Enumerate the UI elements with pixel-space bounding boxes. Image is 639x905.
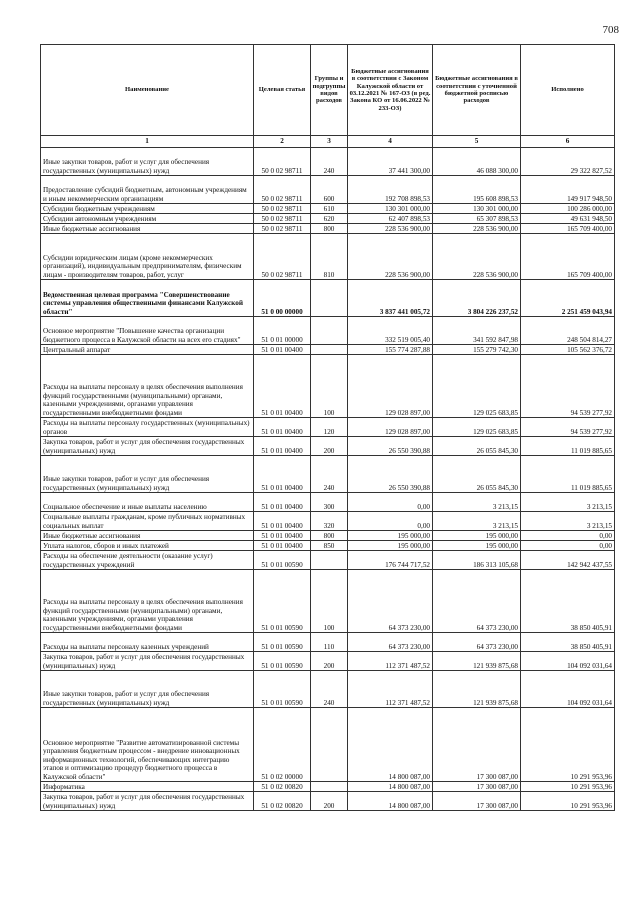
row-expense-group-cell: 620	[311, 214, 348, 224]
row-name-cell: Социальные выплаты гражданам, кроме публичных нормативных социальных выплат	[41, 512, 254, 531]
row-law-allocation-cell: 14 800 087,00	[348, 782, 433, 792]
row-refined-allocation-cell: 26 055 845,30	[433, 437, 521, 456]
row-name-cell: Расходы на выплаты персоналу в целях обеспечения выполнения функций государственными (муниципальными) органами, казенными учреждениями, органами управления государственными внебюджетными фондами	[41, 570, 254, 633]
row-target-article-cell: 51 0 01 00400	[254, 418, 311, 437]
row-refined-allocation-cell: 228 536 900,00	[433, 234, 521, 280]
row-refined-allocation-cell: 186 313 105,68	[433, 551, 521, 570]
column-number: 3	[311, 136, 348, 148]
row-law-allocation-cell: 192 708 898,53	[348, 176, 433, 204]
row-name-cell: Субсидии бюджетным учреждениям	[41, 204, 254, 214]
table-row	[41, 551, 615, 570]
row-executed-cell: 49 631 948,50	[521, 214, 615, 224]
row-law-allocation-cell: 130 301 000,00	[348, 204, 433, 214]
row-name-cell: Социальное обеспечение и иные выплаты населению	[41, 493, 254, 512]
row-expense-group-cell: 240	[311, 148, 348, 176]
row-executed-cell: 105 562 376,72	[521, 345, 615, 355]
row-target-article-cell: 51 0 01 00590	[254, 570, 311, 633]
row-refined-allocation-cell: 3 213,15	[433, 512, 521, 531]
row-target-article-cell: 51 0 01 00590	[254, 633, 311, 652]
row-executed-cell: 10 291 953,96	[521, 708, 615, 782]
row-refined-allocation-cell: 228 536 900,00	[433, 224, 521, 234]
table-row	[41, 176, 615, 204]
row-law-allocation-cell: 26 550 390,88	[348, 437, 433, 456]
row-executed-cell: 94 539 277,92	[521, 418, 615, 437]
header-expense-groups: Группы и подгруппы видов расходов	[311, 45, 348, 136]
column-number: 4	[348, 136, 433, 148]
header-name: Наименование	[41, 45, 254, 136]
row-refined-allocation-cell: 64 373 230,00	[433, 570, 521, 633]
row-name-cell: Основное мероприятие "Развитие автоматизированной системы управления бюджетным процессом - внедрение инновационных информационных технологий, обеспечивающих интеграцию этапов и оптимизацию процедур бюджетного процесса в Калужской области"	[41, 708, 254, 782]
row-refined-allocation-cell: 3 804 226 237,52	[433, 280, 521, 317]
row-target-article-cell: 50 0 02 98711	[254, 148, 311, 176]
row-expense-group-cell: 120	[311, 418, 348, 437]
column-number: 6	[521, 136, 615, 148]
row-target-article-cell: 50 0 02 98711	[254, 234, 311, 280]
table-row	[41, 531, 615, 541]
row-law-allocation-cell: 155 774 287,88	[348, 345, 433, 355]
table-row	[41, 671, 615, 708]
table-row	[41, 782, 615, 792]
row-name-cell: Иные закупки товаров, работ и услуг для обеспечения государственных (муниципальных) нужд	[41, 456, 254, 493]
row-executed-cell: 104 092 031,64	[521, 671, 615, 708]
table-row	[41, 355, 615, 418]
row-executed-cell: 0,00	[521, 541, 615, 551]
row-expense-group-cell	[311, 551, 348, 570]
row-name-cell: Уплата налогов, сборов и иных платежей	[41, 541, 254, 551]
row-executed-cell: 165 709 400,00	[521, 224, 615, 234]
row-target-article-cell: 51 0 01 00590	[254, 652, 311, 671]
row-expense-group-cell	[311, 345, 348, 355]
row-law-allocation-cell: 3 837 441 005,72	[348, 280, 433, 317]
row-name-cell: Расходы на обеспечение деятельности (оказание услуг) государственных учреждений	[41, 551, 254, 570]
row-expense-group-cell	[311, 280, 348, 317]
table-row	[41, 148, 615, 176]
row-name-cell: Ведомственная целевая программа "Совершенствование системы управления общественными финансами Калужской области"	[41, 280, 254, 317]
row-target-article-cell: 51 0 01 00000	[254, 317, 311, 345]
header-refined-allocations: Бюджетные ассигнования в соответствии с уточненной бюджетной росписью расходов	[433, 45, 521, 136]
row-target-article-cell: 51 0 01 00400	[254, 437, 311, 456]
budget-table	[40, 44, 615, 811]
row-refined-allocation-cell: 129 025 683,85	[433, 418, 521, 437]
row-expense-group-cell: 300	[311, 493, 348, 512]
row-law-allocation-cell: 176 744 717,52	[348, 551, 433, 570]
header-executed: Исполнено	[521, 45, 615, 136]
row-target-article-cell: 51 0 02 00820	[254, 782, 311, 792]
row-executed-cell: 94 539 277,92	[521, 355, 615, 418]
row-target-article-cell: 50 0 02 98711	[254, 176, 311, 204]
row-refined-allocation-cell: 46 088 300,00	[433, 148, 521, 176]
table-row	[41, 652, 615, 671]
row-expense-group-cell: 800	[311, 531, 348, 541]
row-law-allocation-cell: 112 371 487,52	[348, 652, 433, 671]
row-refined-allocation-cell: 121 939 875,68	[433, 652, 521, 671]
row-target-article-cell: 51 0 02 00820	[254, 792, 311, 811]
row-executed-cell: 2 251 459 043,94	[521, 280, 615, 317]
row-expense-group-cell: 810	[311, 234, 348, 280]
row-refined-allocation-cell: 65 307 898,53	[433, 214, 521, 224]
row-target-article-cell: 50 0 02 98711	[254, 204, 311, 214]
row-expense-group-cell: 100	[311, 355, 348, 418]
row-executed-cell: 29 322 827,52	[521, 148, 615, 176]
table-row	[41, 708, 615, 782]
row-executed-cell: 149 917 948,50	[521, 176, 615, 204]
header-target-article: Целевая статья	[254, 45, 311, 136]
row-refined-allocation-cell: 155 279 742,30	[433, 345, 521, 355]
row-law-allocation-cell: 0,00	[348, 493, 433, 512]
column-number: 5	[433, 136, 521, 148]
row-expense-group-cell: 800	[311, 224, 348, 234]
row-expense-group-cell	[311, 317, 348, 345]
row-refined-allocation-cell: 129 025 683,85	[433, 355, 521, 418]
column-number: 1	[41, 136, 254, 148]
row-name-cell: Субсидии автономным учреждениям	[41, 214, 254, 224]
table-row	[41, 418, 615, 437]
row-name-cell: Иные бюджетные ассигнования	[41, 531, 254, 541]
row-law-allocation-cell: 228 536 900,00	[348, 234, 433, 280]
row-expense-group-cell: 100	[311, 570, 348, 633]
row-name-cell: Информатика	[41, 782, 254, 792]
column-number-row	[41, 136, 615, 148]
row-expense-group-cell	[311, 708, 348, 782]
row-refined-allocation-cell: 341 592 847,98	[433, 317, 521, 345]
row-refined-allocation-cell: 17 300 087,00	[433, 782, 521, 792]
row-name-cell: Иные закупки товаров, работ и услуг для обеспечения государственных (муниципальных) нужд	[41, 671, 254, 708]
row-law-allocation-cell: 14 800 087,00	[348, 792, 433, 811]
table-row	[41, 345, 615, 355]
table-row	[41, 437, 615, 456]
row-expense-group-cell: 110	[311, 633, 348, 652]
row-expense-group-cell: 600	[311, 176, 348, 204]
row-executed-cell: 248 504 814,27	[521, 317, 615, 345]
header-law-allocations: Бюджетные ассигнования в соответствии с Законом Калужской области от 03.12.2021 № 167-ОЗ (в ред. Закона КО от 16.06.2022 № 233-ОЗ)	[348, 45, 433, 136]
table-row	[41, 224, 615, 234]
row-law-allocation-cell: 129 028 897,00	[348, 418, 433, 437]
row-executed-cell: 104 092 031,64	[521, 652, 615, 671]
row-name-cell: Закупка товаров, работ и услуг для обеспечения государственных (муниципальных) нужд	[41, 437, 254, 456]
row-law-allocation-cell: 228 536 900,00	[348, 224, 433, 234]
row-executed-cell: 3 213,15	[521, 512, 615, 531]
row-executed-cell: 10 291 953,96	[521, 782, 615, 792]
page-number: 708	[602, 24, 619, 36]
row-expense-group-cell	[311, 782, 348, 792]
row-law-allocation-cell: 129 028 897,00	[348, 355, 433, 418]
row-target-article-cell: 51 0 01 00400	[254, 345, 311, 355]
row-refined-allocation-cell: 130 301 000,00	[433, 204, 521, 214]
row-name-cell: Расходы на выплаты персоналу казенных учреждений	[41, 633, 254, 652]
row-executed-cell: 0,00	[521, 531, 615, 541]
row-law-allocation-cell: 112 371 487,52	[348, 671, 433, 708]
row-name-cell: Предоставление субсидий бюджетным, автономным учреждениям и иным некоммерческим организациям	[41, 176, 254, 204]
row-expense-group-cell: 850	[311, 541, 348, 551]
table-row	[41, 214, 615, 224]
row-refined-allocation-cell: 17 300 087,00	[433, 708, 521, 782]
row-expense-group-cell: 320	[311, 512, 348, 531]
row-executed-cell: 38 850 405,91	[521, 570, 615, 633]
row-law-allocation-cell: 195 000,00	[348, 541, 433, 551]
row-refined-allocation-cell: 195 000,00	[433, 531, 521, 541]
table-row	[41, 234, 615, 280]
row-target-article-cell: 51 0 02 00000	[254, 708, 311, 782]
row-executed-cell: 142 942 437,55	[521, 551, 615, 570]
row-name-cell: Основное мероприятие "Повышение качества организации бюджетного процесса в Калужской области на всех его стадиях"	[41, 317, 254, 345]
row-refined-allocation-cell: 26 055 845,30	[433, 456, 521, 493]
row-executed-cell: 10 291 953,96	[521, 792, 615, 811]
table-row	[41, 512, 615, 531]
row-expense-group-cell: 240	[311, 671, 348, 708]
table-row	[41, 493, 615, 512]
row-law-allocation-cell: 64 373 230,00	[348, 633, 433, 652]
row-executed-cell: 38 850 405,91	[521, 633, 615, 652]
row-name-cell: Иные закупки товаров, работ и услуг для обеспечения государственных (муниципальных) нужд	[41, 148, 254, 176]
row-law-allocation-cell: 0,00	[348, 512, 433, 531]
row-executed-cell: 11 019 885,65	[521, 437, 615, 456]
row-target-article-cell: 51 0 01 00400	[254, 531, 311, 541]
row-target-article-cell: 51 0 01 00400	[254, 355, 311, 418]
table-row	[41, 280, 615, 317]
row-name-cell: Расходы на выплаты персоналу государственных (муниципальных) органов	[41, 418, 254, 437]
row-law-allocation-cell: 64 373 230,00	[348, 570, 433, 633]
row-name-cell: Закупка товаров, работ и услуг для обеспечения государственных (муниципальных) нужд	[41, 652, 254, 671]
row-refined-allocation-cell: 195 000,00	[433, 541, 521, 551]
row-target-article-cell: 50 0 02 98711	[254, 224, 311, 234]
row-name-cell: Центральный аппарат	[41, 345, 254, 355]
table-row	[41, 633, 615, 652]
row-name-cell: Иные бюджетные ассигнования	[41, 224, 254, 234]
row-target-article-cell: 51 0 01 00400	[254, 493, 311, 512]
row-law-allocation-cell: 37 441 300,00	[348, 148, 433, 176]
row-refined-allocation-cell: 3 213,15	[433, 493, 521, 512]
header-row	[41, 45, 615, 136]
table-row	[41, 570, 615, 633]
row-law-allocation-cell: 62 407 898,53	[348, 214, 433, 224]
table-row	[41, 204, 615, 214]
table-row	[41, 456, 615, 493]
row-target-article-cell: 51 0 01 00590	[254, 671, 311, 708]
row-law-allocation-cell: 26 550 390,88	[348, 456, 433, 493]
row-target-article-cell: 51 0 01 00400	[254, 541, 311, 551]
row-law-allocation-cell: 195 000,00	[348, 531, 433, 541]
row-expense-group-cell: 200	[311, 437, 348, 456]
row-expense-group-cell: 200	[311, 652, 348, 671]
row-executed-cell: 165 709 400,00	[521, 234, 615, 280]
table-row	[41, 541, 615, 551]
row-expense-group-cell: 240	[311, 456, 348, 493]
row-executed-cell: 100 286 000,00	[521, 204, 615, 214]
row-expense-group-cell: 610	[311, 204, 348, 214]
row-name-cell: Субсидии юридическим лицам (кроме некоммерческих организаций), индивидуальным предпринимателям, физическим лицам - производителям товаров, работ, услуг	[41, 234, 254, 280]
table-row	[41, 792, 615, 811]
row-refined-allocation-cell: 64 373 230,00	[433, 633, 521, 652]
row-name-cell: Закупка товаров, работ и услуг для обеспечения государственных (муниципальных) нужд	[41, 792, 254, 811]
row-law-allocation-cell: 14 800 087,00	[348, 708, 433, 782]
row-target-article-cell: 51 0 01 00400	[254, 512, 311, 531]
row-target-article-cell: 50 0 02 98711	[254, 214, 311, 224]
row-expense-group-cell: 200	[311, 792, 348, 811]
row-refined-allocation-cell: 121 939 875,68	[433, 671, 521, 708]
row-executed-cell: 11 019 885,65	[521, 456, 615, 493]
row-target-article-cell: 51 0 01 00400	[254, 456, 311, 493]
table-row	[41, 317, 615, 345]
row-name-cell: Расходы на выплаты персоналу в целях обеспечения выполнения функций государственными (муниципальными) органами, казенными учреждениями, органами управления государственными внебюджетными фондами	[41, 355, 254, 418]
column-number: 2	[254, 136, 311, 148]
row-executed-cell: 3 213,15	[521, 493, 615, 512]
row-law-allocation-cell: 332 519 005,40	[348, 317, 433, 345]
row-target-article-cell: 51 0 01 00590	[254, 551, 311, 570]
row-refined-allocation-cell: 195 608 898,53	[433, 176, 521, 204]
row-target-article-cell: 51 0 00 00000	[254, 280, 311, 317]
row-refined-allocation-cell: 17 300 087,00	[433, 792, 521, 811]
